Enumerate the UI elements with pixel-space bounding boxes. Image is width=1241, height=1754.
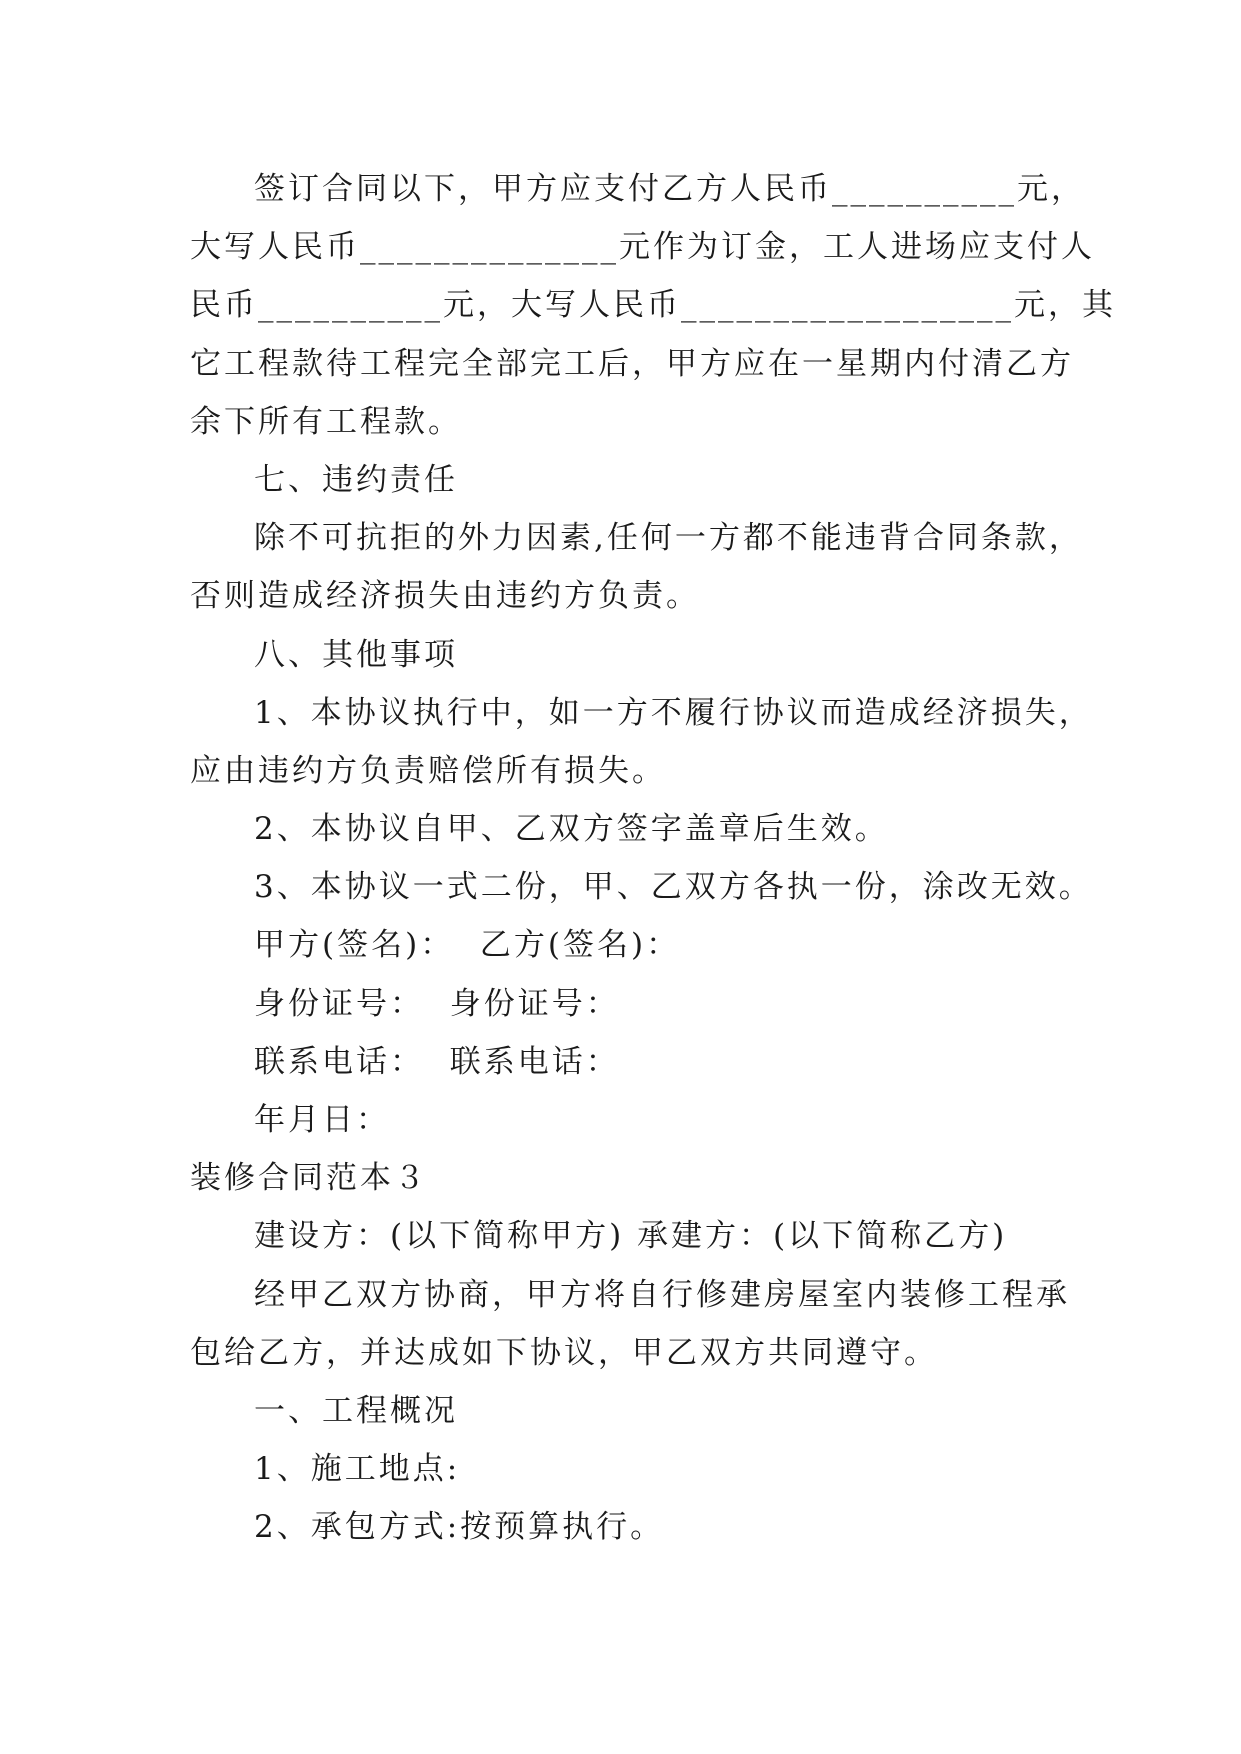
parties-line: 建设方：(以下简称甲方) 承建方：(以下简称乙方) [254, 1218, 1008, 1255]
text-line: 它工程款待工程完全部完工后，甲方应在一星期内付清乙方 [190, 345, 1074, 382]
id-number-line: 身份证号： 身份证号： [254, 985, 620, 1022]
document-body [190, 160, 1116, 1557]
text-line: 1、施工地点: [254, 1451, 461, 1488]
text-line: 1、本协议执行中，如一方不履行协议而造成经济损失， [254, 694, 1093, 731]
signature-line: 甲方(签名)： 乙方(签名)： [254, 927, 681, 964]
text-line: 余下所有工程款。 [190, 403, 462, 440]
date-line: 年月日： [254, 1102, 390, 1138]
document-title: 装修合同范本３ [190, 1160, 428, 1197]
text-line: 除不可抗拒的外力因素,任何一方都不能违背合同条款， [254, 520, 1083, 557]
text-line: 3、本协议一式二份，甲、乙双方各执一份，涂改无效。 [254, 869, 1093, 906]
text-line: 否则造成经济损失由违约方负责。 [190, 578, 700, 615]
text-line: 大写人民币______________元作为订金，工人进场应支付人 [190, 229, 1095, 266]
text-line: 2、承包方式:按预算执行。 [254, 1509, 665, 1546]
text-line: 经甲乙双方协商，甲方将自行修建房屋室内装修工程承 [254, 1276, 1070, 1313]
section-heading: 一、工程概况 [254, 1392, 458, 1429]
text-line: 2、本协议自甲、乙双方签字盖章后生效。 [254, 811, 889, 848]
text-line: 应由违约方负责赔偿所有损失。 [190, 752, 666, 789]
section-heading: 八、其他事项 [254, 636, 458, 673]
text-line: 包给乙方，并达成如下协议，甲乙双方共同遵守。 [190, 1334, 938, 1371]
section-heading: 七、违约责任 [254, 461, 458, 498]
text-line: 签订合同以下，甲方应支付乙方人民币__________元， [254, 171, 1085, 207]
phone-line: 联系电话： 联系电话： [254, 1043, 620, 1080]
text-line: 民币__________元，大写人民币__________________元，其 [190, 287, 1116, 324]
